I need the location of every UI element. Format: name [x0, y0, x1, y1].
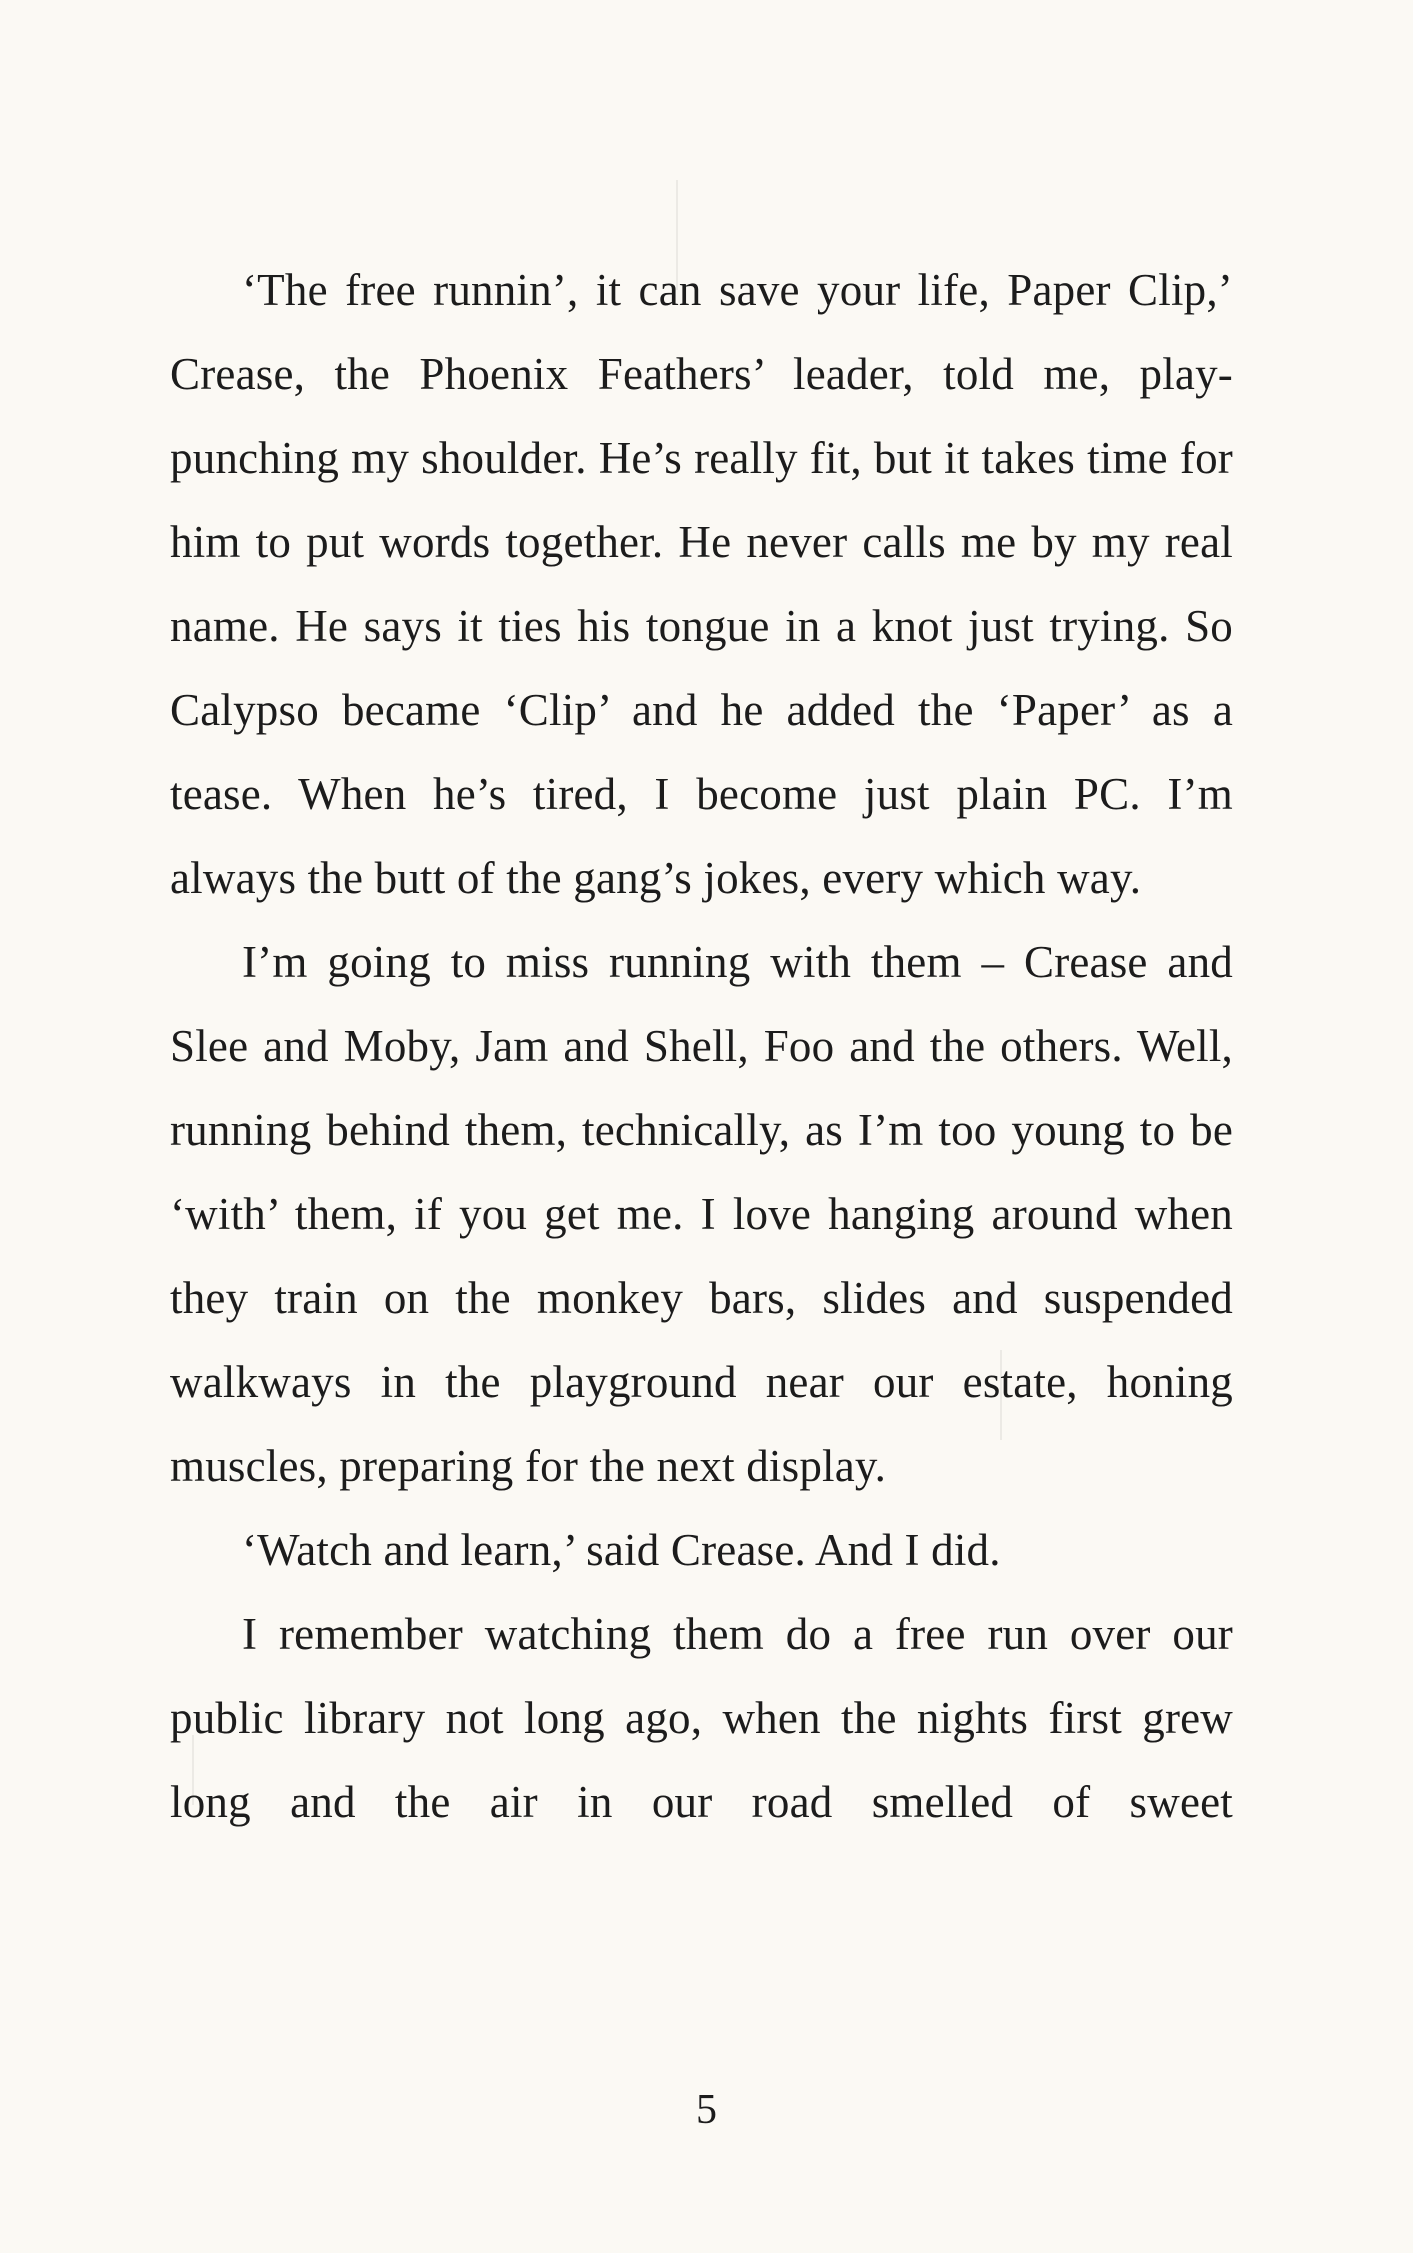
- paragraph: I remember watching them do a free run over our public library not long ago, when the nights first grew long and the air in our road smelled of sweet: [170, 1609, 1233, 1827]
- paragraph: ‘The free runnin’, it can save your life, Paper Clip,’ Crease, the Phoenix Feathers’ leader, told me, play-punching my shoulder. He’s really fit, but it takes time for him to put words together. He never calls me by my real name. He says it ties his tongue in a knot just trying. So Calypso became ‘Clip’ and he added the ‘Paper’ as a tease. When he’s tired, I become just plain PC. I’m always the butt of the gang’s jokes, every which way.: [170, 265, 1233, 903]
- page-number: 5: [696, 2087, 717, 2133]
- paragraph: I’m going to miss running with them – Crease and Slee and Moby, Jam and Shell, Foo and the others. Well, running behind them, technically, as I’m too young to be ‘with’ them, if you get me. I love hanging around when they train on the monkey bars, slides and suspended walkways in the playground near our estate, honing muscles, preparing for the next display.: [170, 937, 1233, 1491]
- paragraph: ‘Watch and learn,’ said Crease. And I did.: [242, 1525, 1001, 1575]
- body-text: [170, 248, 1233, 1844]
